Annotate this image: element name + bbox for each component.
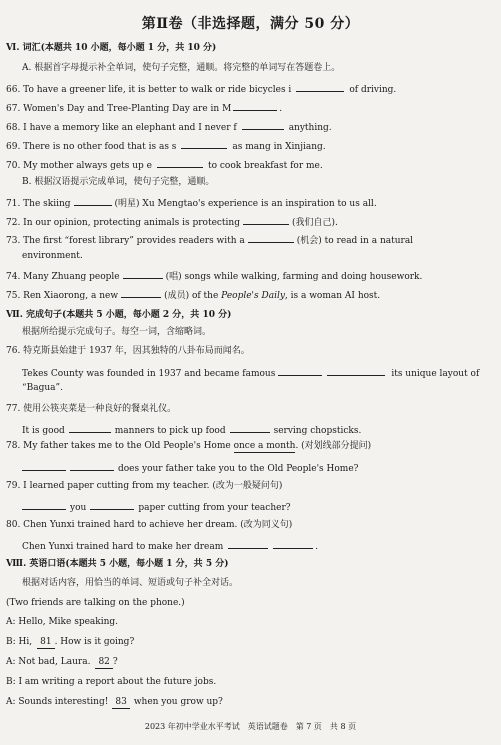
question-71: 71. The skiing (明星) Xu Mengtao's experience is an inspiration to us all. (6, 196, 377, 210)
question-66: 66. To have a greener life, it is better to walk or ride bicycles i of driving. (6, 82, 396, 96)
dialogue-line-b1: B: Hi, 81 . How is it going? (6, 637, 135, 647)
answer-blank[interactable] (181, 139, 227, 149)
answer-blank[interactable] (273, 539, 313, 549)
section-7-instruction: 根据所给提示完成句子。每空一词，含缩略词。 (22, 327, 212, 337)
answer-blank[interactable] (90, 500, 134, 510)
question-78-answer: does your father take you to the Old People's Home? (22, 461, 358, 475)
section-6b-instruction: B. 根据汉语提示完成单词，使句子完整，通顺。 (22, 177, 215, 187)
answer-blank[interactable] (69, 423, 111, 433)
dialogue-line-a2: A: Not bad, Laura. 82 ? (6, 657, 118, 667)
question-73-continued: environment. (22, 251, 83, 261)
question-76-continued: “Bagua”. (22, 383, 63, 393)
answer-blank[interactable] (248, 233, 294, 243)
answer-blank[interactable] (123, 269, 163, 279)
answer-blank[interactable] (233, 101, 277, 111)
answer-blank[interactable] (242, 120, 284, 130)
blank-82[interactable]: 82 (95, 657, 112, 669)
dialogue-context: (Two friends are talking on the phone.) (6, 598, 185, 608)
section-8-instruction: 根据对话内容，用恰当的单词、短语或句子补全对话。 (22, 578, 239, 588)
answer-blank[interactable] (22, 461, 66, 471)
question-75: 75. Ren Xiaorong, a new (成员) of the People's Daily, is a woman AI host. (6, 288, 380, 302)
question-76-prompt: 76. 特克斯县始建于 1937 年，因其独特的八卦布局而闻名。 (6, 346, 250, 356)
question-70: 70. My mother always gets up e to cook breakfast for me. (6, 158, 323, 172)
question-79-answer: you paper cutting from your teacher? (22, 500, 291, 514)
section-6a-instruction: A. 根据首字母提示补全单词，使句子完整，通顺。将完整的单词写在答题卷上。 (22, 63, 341, 73)
question-67: 67. Women's Day and Tree-Planting Day are in M . (6, 101, 282, 115)
question-69: 69. There is no other food that is as s as mang in Xinjiang. (6, 139, 326, 153)
question-73: 73. The first “forest library” provides readers with a (机会) to read in a natural (6, 233, 413, 247)
page-footer: 2023 年初中学业水平考试 英语试题卷 第 7 页 共 8 页 (144, 722, 357, 731)
section-8-heading: Ⅷ. 英语口语(本题共 5 小题，每小题 1 分，共 5 分) (6, 559, 229, 569)
answer-blank[interactable] (22, 500, 66, 510)
question-77-prompt: 77. 使用公筷夹菜是一种良好的餐桌礼仪。 (6, 404, 177, 414)
blank-81[interactable]: 81 (37, 637, 54, 649)
dialogue-line-a1: A: Hello, Mike speaking. (6, 617, 119, 627)
dialogue-line-b2: B: I am writing a report about the future jobs. (6, 677, 217, 687)
answer-blank[interactable] (228, 539, 268, 549)
answer-blank[interactable] (296, 82, 344, 92)
question-78: 78. My father takes me to the Old People's Home once a month. (对划线部分提问) (6, 441, 372, 451)
question-77: It is good manners to pick up food serving chopsticks. (22, 423, 361, 437)
dialogue-line-a3: A: Sounds interesting! 83 when you grow up? (6, 697, 223, 707)
blank-83[interactable]: 83 (112, 697, 129, 709)
answer-blank[interactable] (121, 288, 161, 298)
page-title: 第Ⅱ卷（非选择题，满分 50 分） (141, 16, 360, 32)
question-74: 74. Many Zhuang people (唱) songs while walking, farming and doing housework. (6, 269, 422, 283)
section-7-heading: Ⅶ. 完成句子(本题共 5 小题，每小题 2 分，共 10 分) (6, 310, 232, 320)
answer-blank[interactable] (74, 196, 112, 206)
answer-blank[interactable] (230, 423, 270, 433)
question-72: 72. In our opinion, protecting animals is protecting (我们自己). (6, 215, 338, 229)
answer-blank[interactable] (157, 158, 203, 168)
question-80-prompt: 80. Chen Yunxi trained hard to achieve her dream. (改为同义句) (6, 520, 293, 530)
answer-blank[interactable] (70, 461, 114, 471)
question-80-answer: Chen Yunxi trained hard to make her dream . (22, 539, 318, 553)
question-79-prompt: 79. I learned paper cutting from my teacher. (改为一般疑问句) (6, 481, 283, 491)
question-76: Tekes County was founded in 1937 and became famous its unique layout of (22, 366, 479, 380)
answer-blank[interactable] (327, 366, 385, 376)
answer-blank[interactable] (278, 366, 322, 376)
section-6-heading: Ⅵ. 词汇(本题共 10 小题，每小题 1 分，共 10 分) (6, 43, 217, 53)
question-68: 68. I have a memory like an elephant and I never f anything. (6, 120, 332, 134)
answer-blank[interactable] (243, 215, 289, 225)
